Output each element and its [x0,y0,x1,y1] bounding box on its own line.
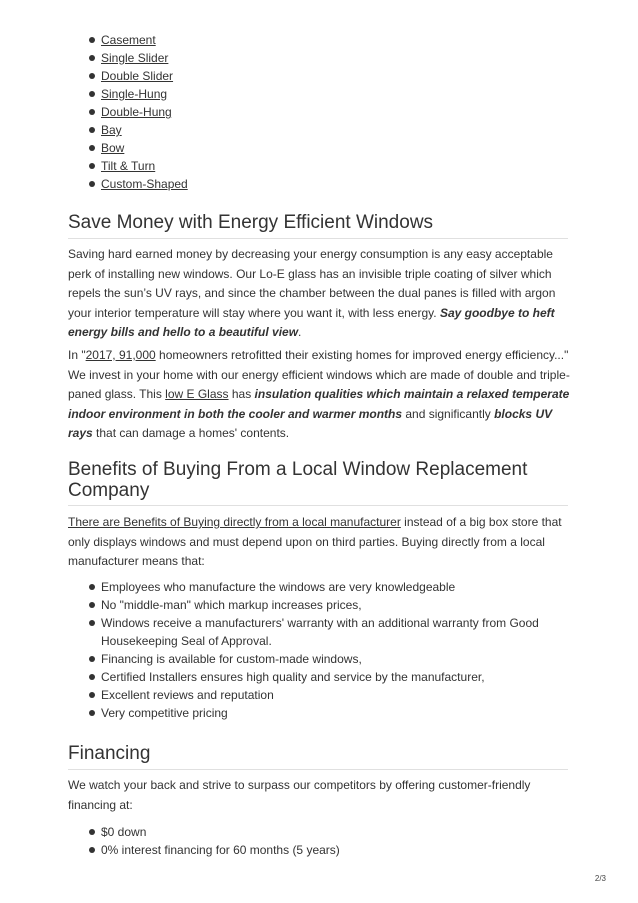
list-item[interactable] [70,67,570,85]
energy-p1-end: . [298,325,302,339]
financing-heading-divider [68,769,568,770]
energy-p1-emphasis: Say goodbye to heft energy bills and hello to a beautiful view [68,305,555,339]
energy-p1-text: Saving hard earned money by decreasing your energy consumption is any easy acceptable perk of installing new windows. Our Lo-E glass has an invisible triple coating of silver which repels the sun’s UV rays, and since the chamber between the dual panes is filled with argon your interior temperature will stay where you want it, with less energy. [68,247,556,320]
list-item [70,614,570,650]
bullet-icon [89,145,95,151]
window-type-link[interactable]: Bay [101,123,122,137]
statistic-link[interactable]: 2017, 91,000 [85,348,156,362]
list-item[interactable] [70,49,570,67]
window-type-link[interactable]: Single-Hung [101,87,168,101]
benefits-intro-text: instead of a big box store that only displays windows and must depend upon on third parties. Buying directly from a local manufacturer means that: [68,515,562,568]
benefits-heading: Benefits of Buying From a Local Window Replacement Company [68,459,528,501]
bullet-icon [89,91,95,97]
bullet-icon [89,73,95,79]
list-item-text: Windows receive a manufacturers' warranty with an additional warranty from Good Housekeeping Seal of Approval. [101,616,539,648]
list-item [70,823,570,841]
bullet-icon [89,163,95,169]
energy-p2-e: that can damage a homes' contents. [92,426,290,440]
list-item[interactable] [70,121,570,139]
window-type-link[interactable]: Tilt & Turn [101,159,156,173]
benefits-heading-divider [68,505,568,506]
bullet-icon [89,692,95,698]
benefits-list [70,578,570,722]
energy-p2-emphasis-1: insulation qualities which maintain a relaxed temperate indoor environment in both the cooler and warmer months [68,387,570,421]
list-item[interactable] [70,103,570,121]
bullet-icon [89,602,95,608]
bullet-icon [89,829,95,835]
financing-heading: Financing [68,743,151,764]
list-item-text: No "middle-man" which markup increases prices, [101,598,362,612]
list-item[interactable] [70,31,570,49]
window-type-link[interactable]: Bow [101,141,125,155]
bullet-icon [89,620,95,626]
energy-p2-c: has [228,387,255,401]
list-item[interactable] [70,157,570,175]
energy-paragraph-2 [68,346,573,444]
energy-heading-divider [68,238,568,239]
energy-heading: Save Money with Energy Efficient Windows [68,212,434,233]
list-item-text: Very competitive pricing [101,706,228,720]
bullet-icon [89,181,95,187]
window-type-link[interactable]: Double Slider [101,69,174,83]
list-item-text: Employees who manufacture the windows are very knowledgeable [101,580,456,594]
list-item [70,596,570,614]
list-item [70,686,570,704]
benefits-intro [68,513,573,572]
bullet-icon [89,127,95,133]
list-item [70,841,570,859]
list-item [70,650,570,668]
list-item-text: Certified Installers ensures high quality and service by the manufacturer, [101,670,485,684]
window-types-list [70,31,570,193]
window-type-link[interactable]: Single Slider [101,51,169,65]
benefits-link[interactable]: There are Benefits of Buying directly from a local manufacturer [68,515,401,529]
low-e-glass-link[interactable]: low E Glass [165,387,229,401]
energy-p2-b: homeowners retrofitted their existing homes for improved energy efficiency..." We invest in your home with our energy efficient windows which are made of double and triple-paned glass. This [68,348,570,401]
bullet-icon [89,109,95,115]
bullet-icon [89,584,95,590]
energy-paragraph-1 [68,245,573,343]
list-item[interactable] [70,175,570,193]
list-item[interactable] [70,139,570,157]
list-item-text: Excellent reviews and reputation [101,688,274,702]
financing-list [70,823,570,859]
bullet-icon [89,37,95,43]
list-item [70,704,570,722]
bullet-icon [89,674,95,680]
window-type-link[interactable]: Custom-Shaped [101,177,188,191]
list-item-text: Financing is available for custom-made windows, [101,652,362,666]
bullet-icon [89,656,95,662]
energy-p2-emphasis-2: blocks UV rays [68,406,553,440]
window-type-link[interactable]: Casement [101,33,156,47]
financing-intro: We watch your back and strive to surpass our competitors by offering customer-friendly financing at: [68,778,531,812]
energy-p2-d: and significantly [402,406,495,421]
list-item [70,578,570,596]
bullet-icon [89,847,95,853]
list-item[interactable] [70,85,570,103]
list-item [70,668,570,686]
list-item-text: $0 down [101,825,147,839]
bullet-icon [89,55,95,61]
page-number: 2/3 [594,874,606,883]
window-type-link[interactable]: Double-Hung [101,105,172,119]
energy-p2-a: In " [68,348,86,362]
bullet-icon [89,710,95,716]
list-item-text: 0% interest financing for 60 months (5 years) [101,843,340,857]
